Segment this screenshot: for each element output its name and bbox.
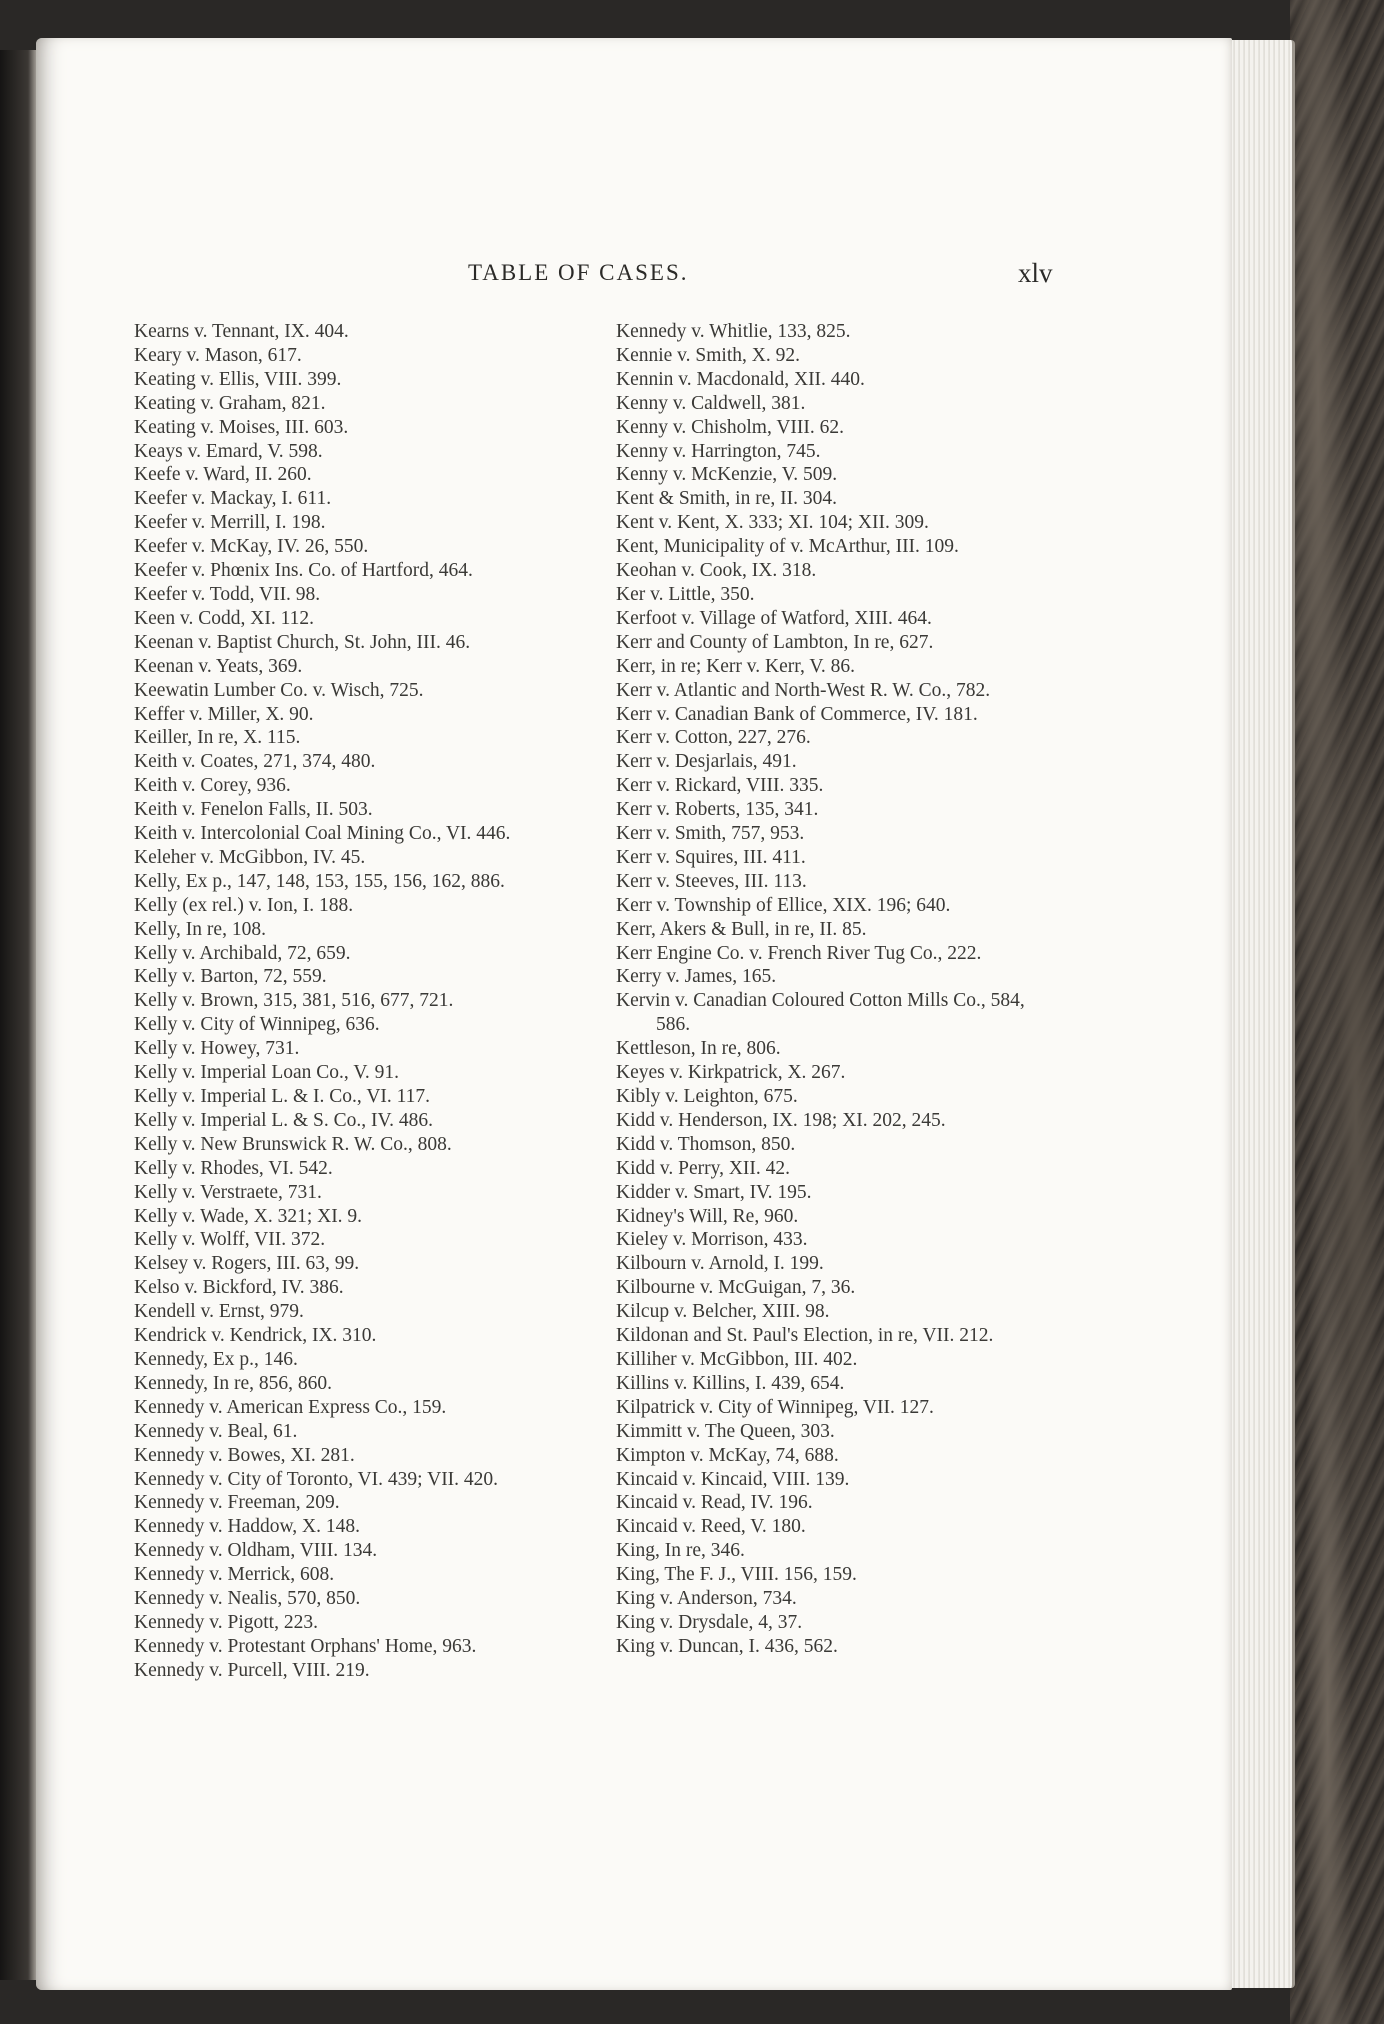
case-entry: Keating v. Ellis, VIII. 399. [134, 368, 342, 390]
case-entry: Kimpton v. McKay, 74, 688. [616, 1444, 839, 1466]
case-entry: Keefer v. Phœnix Ins. Co. of Hartford, 464. [134, 560, 473, 582]
case-entry: Kelly v. Imperial L. & S. Co., IV. 486. [134, 1109, 433, 1131]
case-entry: Kendell v. Ernst, 979. [134, 1301, 304, 1323]
case-entry: Killins v. Killins, I. 439, 654. [616, 1372, 845, 1394]
case-entry: Kidd v. Perry, XII. 42. [616, 1157, 791, 1179]
case-entry: Kelly v. Imperial L. & I. Co., VI. 117. [134, 1086, 431, 1107]
case-entry: Kerr v. Smith, 757, 953. [616, 823, 805, 845]
case-entry: Kettleson, In re, 806. [616, 1038, 781, 1060]
case-entry: Kelly v. Verstraete, 731. [134, 1181, 322, 1203]
case-entry: Kelso v. Bickford, IV. 386. [134, 1277, 344, 1299]
case-entry: Keefer v. Mackay, I. 611. [134, 488, 332, 510]
case-entry: Kerr v. Desjarlais, 491. [616, 751, 797, 773]
case-entry: King v. Drysdale, 4, 37. [616, 1611, 803, 1633]
case-entry: Keen v. Codd, XI. 112. [134, 607, 314, 629]
case-entry: Kibly v. Leighton, 675. [616, 1086, 798, 1107]
case-entry: Kieley v. Morrison, 433. [616, 1229, 808, 1251]
case-entry: Keefer v. Merrill, I. 198. [134, 512, 326, 534]
case-entry: Kerr v. Squires, III. 411. [616, 846, 806, 868]
case-entry: Kerr v. Township of Ellice, XIX. 196; 640. [616, 894, 951, 916]
case-entry: Kelly, Ex p., 147, 148, 153, 155, 156, 162, 886. [134, 870, 505, 892]
case-entry: Keary v. Mason, 617. [134, 344, 302, 366]
case-entry: Kelly v. Wade, X. 321; XI. 9. [134, 1205, 363, 1227]
case-entry: Kimmitt v. The Queen, 303. [616, 1420, 835, 1442]
case-entry: Kidney's Will, Re, 960. [616, 1205, 799, 1227]
case-entry: Kelly v. Imperial Loan Co., V. 91. [134, 1062, 400, 1084]
case-entry: Kearns v. Tennant, IX. 404. [134, 321, 349, 342]
case-entry: Kennie v. Smith, X. 92. [616, 344, 800, 366]
case-entry: Kennedy v. Freeman, 209. [134, 1492, 340, 1514]
case-entry: Kelly (ex rel.) v. Ion, I. 188. [134, 894, 354, 916]
case-entry: Kerr, in re; Kerr v. Kerr, V. 86. [616, 655, 856, 677]
case-entry: Kerr v. Cotton, 227, 276. [616, 727, 811, 749]
case-entry: Kennedy v. Merrick, 608. [134, 1564, 335, 1586]
case-entry: Kilcup v. Belcher, XIII. 98. [616, 1301, 830, 1323]
book-page [36, 38, 1232, 1990]
case-entry: Kilpatrick v. City of Winnipeg, VII. 127. [616, 1396, 934, 1418]
case-entry: Kenny v. Chisholm, VIII. 62. [616, 416, 845, 438]
case-entry: Keenan v. Yeats, 369. [134, 655, 303, 677]
case-entry: Keefe v. Ward, II. 260. [134, 464, 312, 486]
case-entry: Kidd v. Thomson, 850. [616, 1133, 796, 1155]
case-entry: Kennedy v. Protestant Orphans' Home, 963. [134, 1635, 477, 1657]
case-entry: Kildonan and St. Paul's Election, in re, VII. 212. [616, 1325, 994, 1347]
case-entry: King v. Anderson, 734. [616, 1588, 797, 1610]
case-entry: Kenny v. Harrington, 745. [616, 440, 821, 462]
case-entry: Kerr v. Atlantic and North-West R. W. Co., 782. [616, 679, 991, 701]
marbled-book-edge [1290, 0, 1384, 2024]
case-entry: Kerr Engine Co. v. French River Tug Co., 222. [616, 942, 982, 964]
running-head-title: TABLE OF CASES. [468, 260, 689, 285]
case-entry: King, In re, 346. [616, 1540, 745, 1562]
case-entry: Keays v. Emard, V. 598. [134, 440, 323, 462]
case-entry: Keith v. Fenelon Falls, II. 503. [134, 799, 373, 821]
case-entry: Kennin v. Macdonald, XII. 440. [616, 368, 865, 390]
case-entry: Kilbourn v. Arnold, I. 199. [616, 1253, 824, 1275]
case-entry: Killiher v. McGibbon, III. 402. [616, 1348, 858, 1370]
right-column [616, 320, 1062, 1659]
case-entry: Kelly v. Howey, 731. [134, 1038, 300, 1060]
case-entry: Kilbourne v. McGuigan, 7, 36. [616, 1277, 856, 1299]
case-entry: Keefer v. Todd, VII. 98. [134, 583, 321, 605]
case-entry: Kennedy v. Nealis, 570, 850. [134, 1588, 361, 1610]
case-entry: Kincaid v. Read, IV. 196. [616, 1492, 813, 1514]
case-entry: Kincaid v. Kincaid, VIII. 139. [616, 1468, 850, 1490]
case-entry: Keith v. Corey, 936. [134, 775, 291, 797]
case-entry: Kerr v. Steeves, III. 113. [616, 870, 807, 892]
case-entry: Kelly v. City of Winnipeg, 636. [134, 1014, 380, 1036]
case-entry: Keyes v. Kirkpatrick, X. 267. [616, 1062, 846, 1084]
case-entry: Ker v. Little, 350. [616, 583, 755, 605]
case-entry: Keith v. Intercolonial Coal Mining Co., VI. 446. [134, 823, 511, 845]
case-entry: King, The F. J., VIII. 156, 159. [616, 1564, 857, 1586]
case-entry: Kelly v. Wolff, VII. 372. [134, 1229, 326, 1251]
case-entry: Kerr v. Roberts, 135, 341. [616, 799, 819, 821]
case-entry: Kennedy v. Haddow, X. 148. [134, 1516, 361, 1538]
case-entry: Kerr v. Canadian Bank of Commerce, IV. 181. [616, 703, 978, 725]
case-entry: Kent v. Kent, X. 333; XI. 104; XII. 309. [616, 512, 929, 534]
case-entry: Kerr and County of Lambton, In re, 627. [616, 631, 934, 653]
case-entry: Kervin v. Canadian Coloured Cotton Mills Co., 584, 586. [616, 990, 1025, 1036]
case-entry: King v. Duncan, I. 436, 562. [616, 1635, 838, 1657]
page-header [36, 260, 1232, 300]
case-entry: Kennedy v. Beal, 61. [134, 1420, 298, 1442]
case-entry: Kent, Municipality of v. McArthur, III. 109. [616, 536, 959, 558]
case-entry: Kendrick v. Kendrick, IX. 310. [134, 1325, 377, 1347]
case-entry: Kent & Smith, in re, II. 304. [616, 488, 837, 510]
case-entry: Kelly v. Barton, 72, 559. [134, 966, 327, 988]
case-entry: Kidd v. Henderson, IX. 198; XI. 202, 245. [616, 1109, 946, 1131]
case-entry: Kennedy v. Oldham, VIII. 134. [134, 1540, 378, 1562]
case-entry: Kelly v. Rhodes, VI. 542. [134, 1157, 333, 1179]
case-entry: Kenny v. Caldwell, 381. [616, 392, 806, 414]
case-entry: Kerfoot v. Village of Watford, XIII. 464. [616, 607, 932, 629]
case-entry: Keleher v. McGibbon, IV. 45. [134, 846, 366, 868]
case-entry: Keohan v. Cook, IX. 318. [616, 560, 817, 582]
case-entry: Kelly, In re, 108. [134, 918, 266, 940]
case-entry: Kennedy v. Bowes, XI. 281. [134, 1444, 355, 1466]
case-entry: Kenny v. McKenzie, V. 509. [616, 464, 838, 486]
case-entry: Kennedy v. American Express Co., 159. [134, 1396, 447, 1418]
case-entry: Kerry v. James, 165. [616, 966, 777, 988]
case-entry: Kelly v. New Brunswick R. W. Co., 808. [134, 1133, 452, 1155]
case-entry: Keewatin Lumber Co. v. Wisch, 725. [134, 679, 424, 701]
left-column [134, 320, 580, 1683]
case-entry: Keffer v. Miller, X. 90. [134, 703, 314, 725]
case-entry: Kerr v. Rickard, VIII. 335. [616, 775, 824, 797]
book-spine-shadow [0, 50, 40, 1980]
case-entry: Keenan v. Baptist Church, St. John, III. 46. [134, 631, 471, 653]
case-entry: Keating v. Moises, III. 603. [134, 416, 349, 438]
case-entry: Keiller, In re, X. 115. [134, 727, 301, 749]
case-entry: Kincaid v. Reed, V. 180. [616, 1516, 806, 1538]
case-entry: Kelly v. Archibald, 72, 659. [134, 942, 351, 964]
page-number: xlv [1018, 258, 1053, 288]
case-entry: Kelsey v. Rogers, III. 63, 99. [134, 1253, 360, 1275]
case-entry: Keating v. Graham, 821. [134, 392, 326, 414]
case-entry: Kennedy v. City of Toronto, VI. 439; VII. 420. [134, 1468, 499, 1490]
case-entry: Kennedy, In re, 856, 860. [134, 1372, 333, 1394]
case-entry: Kennedy v. Purcell, VIII. 219. [134, 1659, 370, 1681]
case-entry: Kennedy v. Pigott, 223. [134, 1611, 318, 1633]
case-entry: Kennedy, Ex p., 146. [134, 1348, 298, 1370]
case-entry: Keefer v. McKay, IV. 26, 550. [134, 536, 369, 558]
case-entry: Kelly v. Brown, 315, 381, 516, 677, 721. [134, 990, 454, 1012]
case-entry: Kidder v. Smart, IV. 195. [616, 1181, 812, 1203]
case-entry: Kerr, Akers & Bull, in re, II. 85. [616, 918, 867, 940]
case-entry: Kennedy v. Whitlie, 133, 825. [616, 321, 851, 342]
case-entry: Keith v. Coates, 271, 374, 480. [134, 751, 376, 773]
